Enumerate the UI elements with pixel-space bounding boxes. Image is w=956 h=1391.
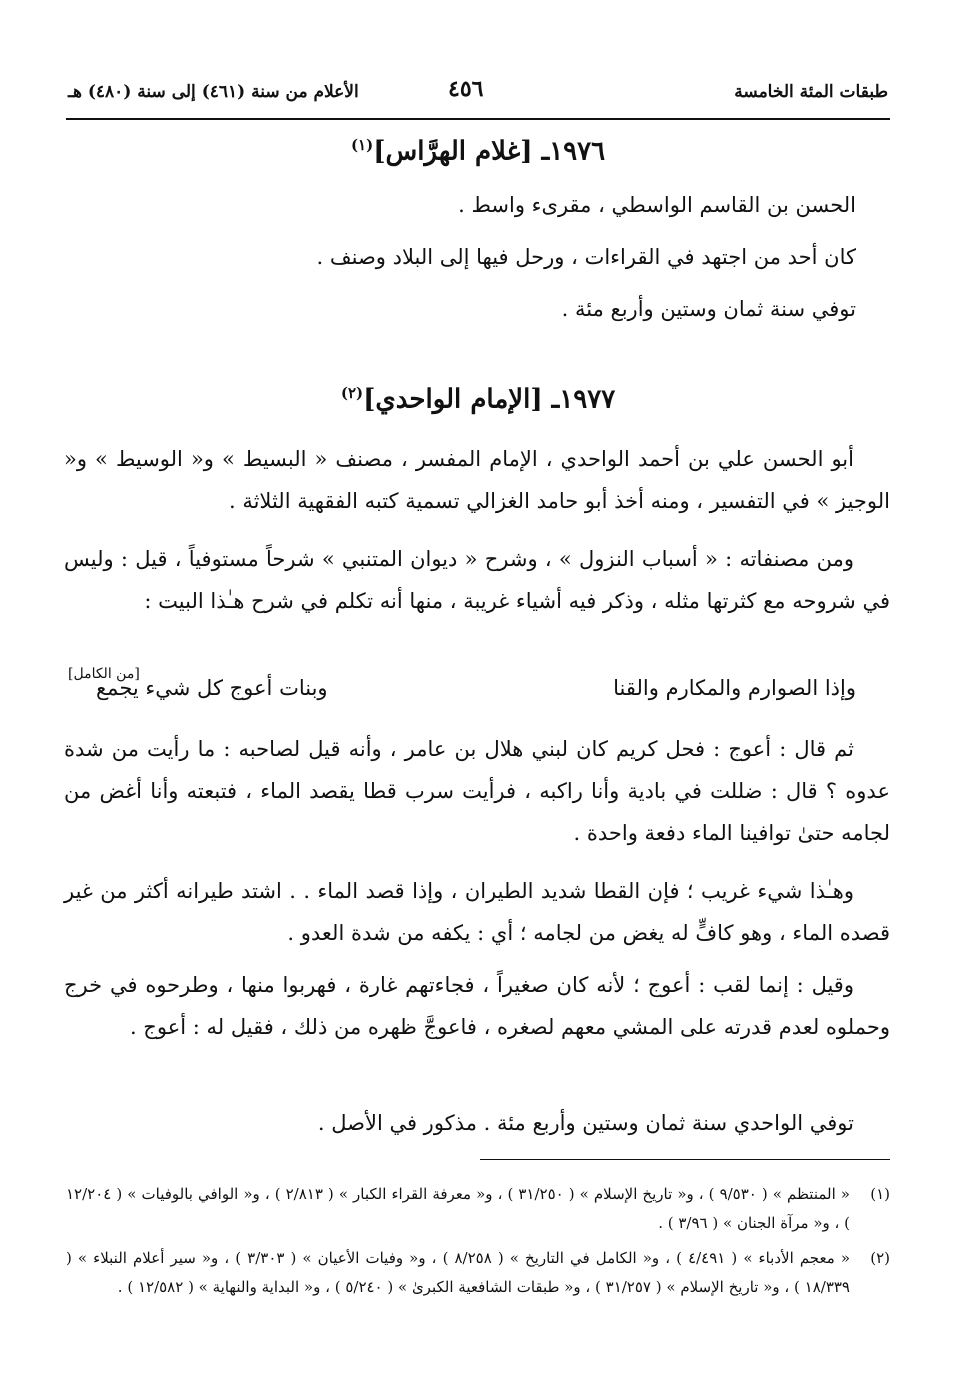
entry-1977-paragraph-5: وقيل : إنما لقب : أعوج ؛ لأنه كان صغيراً ، فجاءتهم غارة ، فهربوا منها ، وطرحوه في خرج وحملوه لعدم قدرته على المشي معهم لصغره ، فاعوجَّ ظهره من ذلك ، فقيل له : أعوج .	[64, 973, 890, 1039]
entry-1977-paragraph-2: ومن مصنفاته : « أسباب النزول » ، وشرح « ديوان المتنبي » شرحاً مستوفياً ، قيل : وليس في شروحه مع كثرتها مثله ، وذكر فيه أشياء غريبة ، منها أنه تكلم في شرح هـٰذا البيت :	[64, 547, 890, 613]
entry-1977-title	[0, 384, 956, 415]
header-divider	[66, 118, 890, 120]
footnote-mark-1: (١)	[350, 136, 374, 154]
verse-second-hemistich: وبنات أعوج كل شيء يجمع	[96, 676, 328, 700]
entry-1976-line-3: توفي سنة ثمان وستين وأربع مئة .	[561, 297, 856, 321]
footnote-2-number: (٢)	[870, 1249, 890, 1267]
poetic-meter-label: [من الكامل]	[68, 666, 140, 682]
running-header-left: الأعلام من سنة (٤٦١) إلى سنة (٤٨٠) هـ	[68, 82, 359, 102]
footnote-2-text: « معجم الأدباء » ( ٤/٤٩١ ) ، و« الكامل في التاريخ » ( ٨/٢٥٨ ) ، و« وفيات الأعيان » ( ٣/٣٠٣ ) ، و« سير أعلام النبلاء » ( ١٨/٣٣٩ ) ، و« تاريخ الإسلام » ( ٣١/٢٥٧ ) ، و« طبقات الشافعية الكبرىٰ » ( ٥/٢٤٠ ) ، و« البداية والنهاية » ( ١٢/٥٨٢ ) .	[66, 1249, 850, 1296]
entry-1976-heading: ١٩٧٦ـ [غلام الهرَّاس]	[373, 136, 606, 167]
footnote-1-number: (١)	[870, 1185, 890, 1203]
footnote-1-text: « المنتظم » ( ٩/٥٣٠ ) ، و« تاريخ الإسلام » ( ٣١/٢٥٠ ) ، و« معرفة القراء الكبار » ( ٢/٨١٣ ) ، و« الوافي بالوفيات » ( ١٢/٢٠٤ ) ، و« مرآة الجنان » ( ٣/٩٦ ) .	[66, 1185, 850, 1232]
footnote-mark-2: (٢)	[340, 384, 364, 402]
footnote-divider	[480, 1159, 890, 1160]
footnote-1	[66, 1180, 890, 1238]
page-number: ٤٥٦	[448, 76, 484, 102]
entry-1977-paragraph-6: توفي الواحدي سنة ثمان وستين وأربع مئة . مذكور في الأصل .	[317, 1111, 854, 1135]
entry-1977-paragraph-3: ثم قال : أعوج : فحل كريم كان لبني هلال بن عامر ، وأنه قيل لصاحبه : ما رأيت من شدة عدوه ؟ قال : ضللت في بادية وأنا راكبه ، فرأيت سرب قطا يقصد الماء ، فتبعته وأنا أغض من لجامه حتىٰ توافينا الماء دفعة واحدة .	[64, 737, 890, 845]
entry-1977-paragraph-1: أبو الحسن علي بن أحمد الواحدي ، الإمام المفسر ، مصنف « البسيط » و« الوسيط » و« الوجيز » في التفسير ، ومنه أخذ أبو حامد الغزالي تسمية كتبه الفقهية الثلاثة .	[64, 447, 890, 513]
entry-1976-line-2: كان أحد من اجتهد في القراءات ، ورحل فيها إلى البلاد وصنف .	[316, 245, 856, 269]
entry-1977-paragraph-4: وهـٰذا شيء غريب ؛ فإن القطا شديد الطيران ، وإذا قصد الماء . . اشتد طيرانه أكثر من غير قصده الماء ، وهو كافٍّ له يغض من لجامه ؛ أي : يكفه من شدة العدو .	[64, 879, 890, 945]
entry-1976-line-1: الحسن بن القاسم الواسطي ، مقرىء واسط .	[458, 193, 856, 217]
entry-1977-heading: ١٩٧٧ـ [الإمام الواحدي]	[363, 384, 616, 415]
entry-1976-title	[0, 136, 956, 167]
running-header-right: طبقات المئة الخامسة	[734, 82, 888, 102]
footnote-2	[66, 1244, 890, 1302]
verse-first-hemistich: وإذا الصوارم والمكارم والقنا	[613, 676, 856, 700]
